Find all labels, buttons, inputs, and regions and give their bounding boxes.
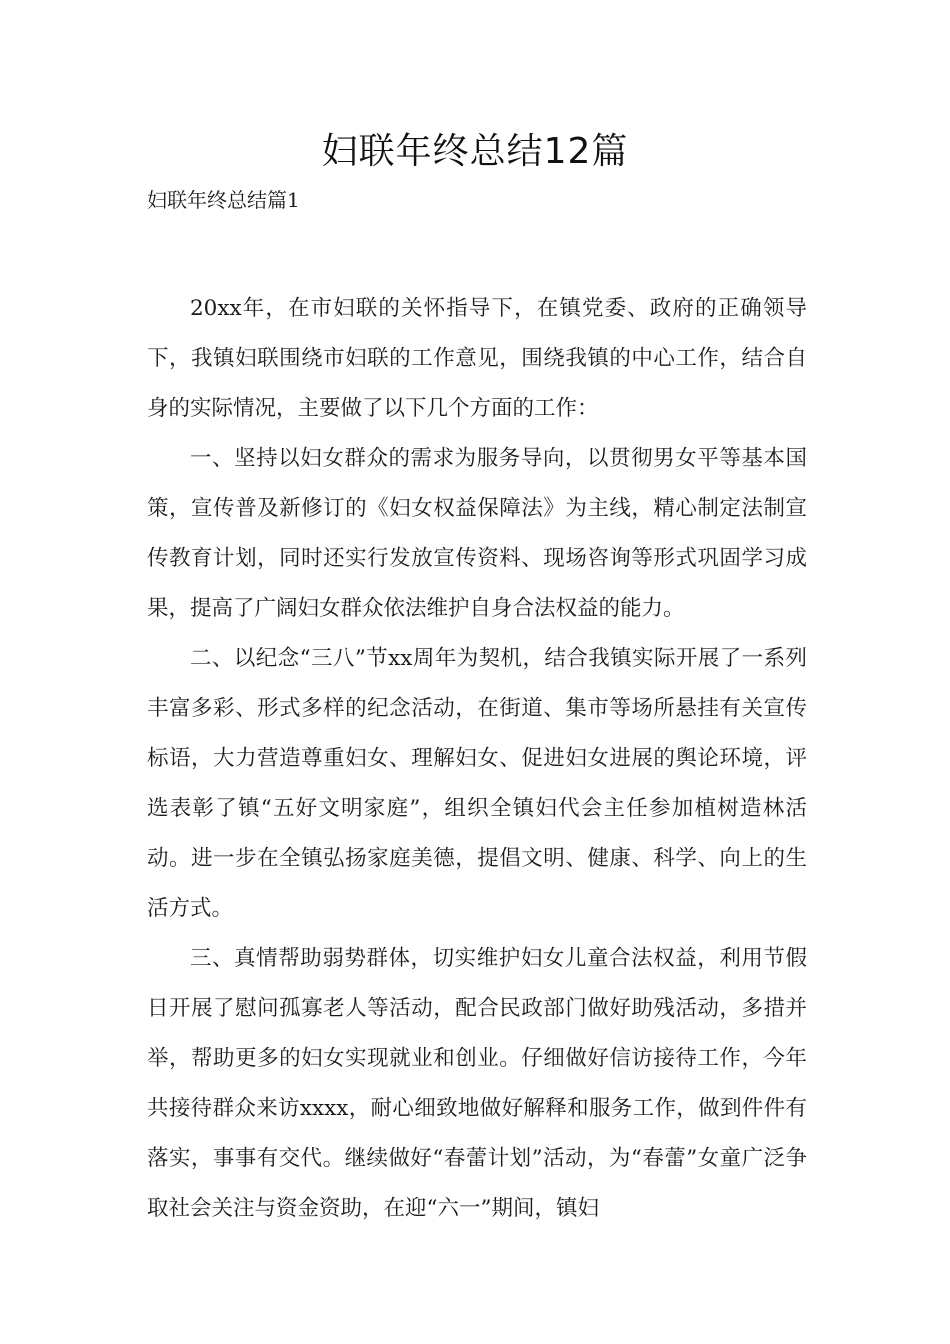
document-body — [147, 284, 807, 1234]
paragraph-intro: 20xx年，在市妇联的关怀指导下，在镇党委、政府的正确领导下，我镇妇联围绕市妇联的工作意见，围绕我镇的中心工作，结合自身的实际情况，主要做了以下几个方面的工作： — [147, 296, 807, 421]
section-heading: 妇联年终总结篇1 — [147, 188, 300, 212]
paragraph-item-2: 二、以纪念“三八”节xx周年为契机，结合我镇实际开展了一系列丰富多彩、形式多样的纪念活动，在街道、集市等场所悬挂有关宣传标语，大力营造尊重妇女、理解妇女、促进妇女进展的舆论环境，评选表彰了镇“五好文明家庭”，组织全镇妇代会主任参加植树造林活动。进一步在全镇弘扬家庭美德，提倡文明、健康、科学、向上的生活方式。 — [147, 646, 807, 921]
document-title: 妇联年终总结12篇 — [321, 131, 629, 172]
paragraph-item-1: 一、坚持以妇女群众的需求为服务导向，以贯彻男女平等基本国策，宣传普及新修订的《妇女权益保障法》为主线，精心制定法制宣传教育计划，同时还实行发放宣传资料、现场咨询等形式巩固学习成果，提高了广阔妇女群众依法维护自身合法权益的能力。 — [147, 446, 807, 621]
paragraph-item-3: 三、真情帮助弱势群体，切实维护妇女儿童合法权益，利用节假日开展了慰问孤寡老人等活动，配合民政部门做好助残活动，多措并举，帮助更多的妇女实现就业和创业。仔细做好信访接待工作，今年共接待群众来访xxxx，耐心细致地做好解释和服务工作，做到件件有落实，事事有交代。继续做好“春蕾计划”活动，为“春蕾”女童广泛争取社会关注与资金资助，在迎“六一”期间，镇妇 — [147, 946, 807, 1221]
